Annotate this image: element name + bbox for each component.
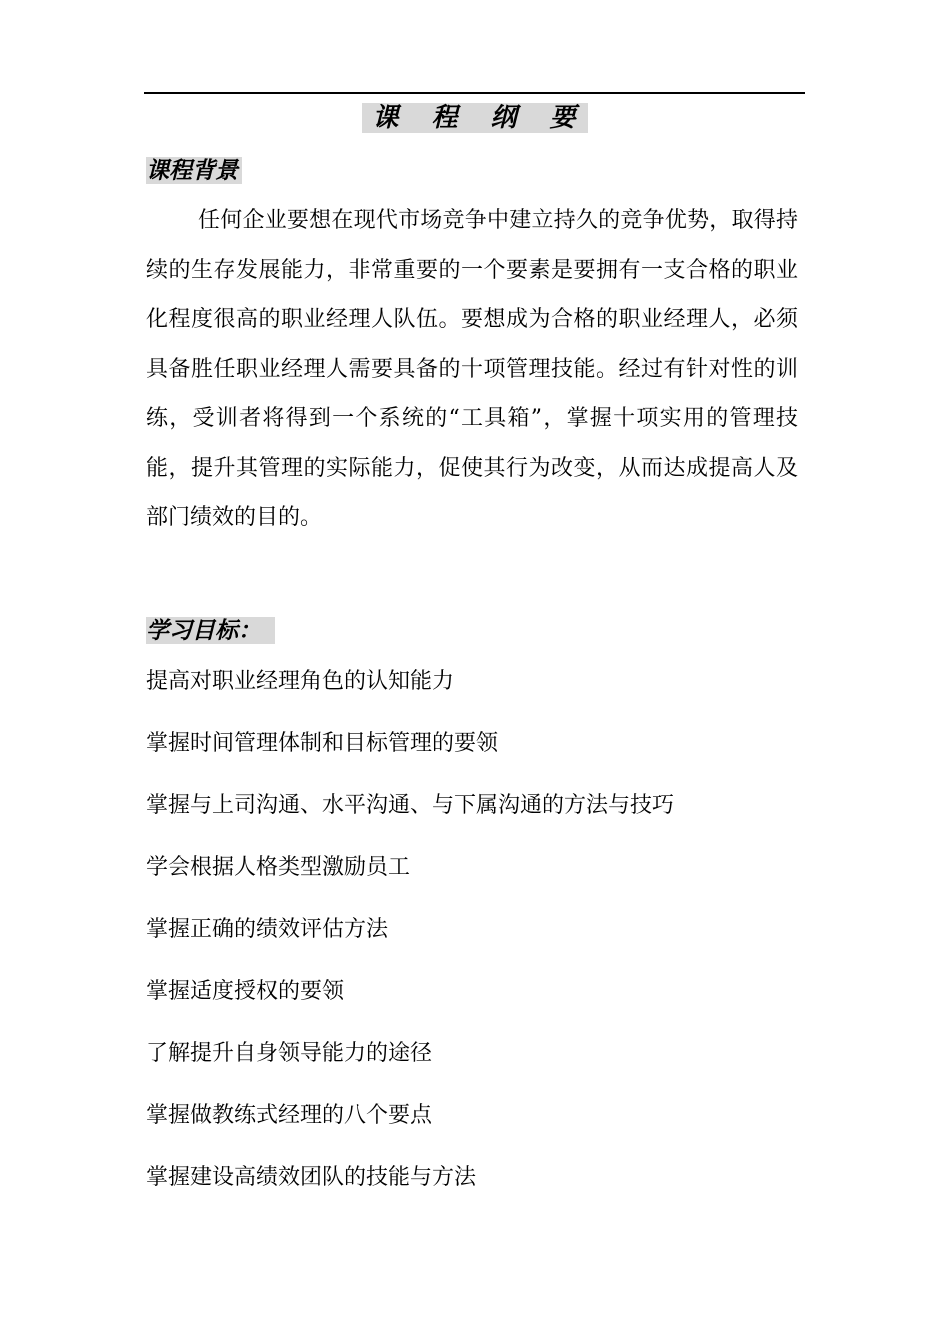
goal-item: 掌握与上司沟通、水平沟通、与下属沟通的方法与技巧	[146, 793, 675, 818]
goal-item: 掌握适度授权的要领	[146, 979, 345, 1004]
document-title-text: 课 程 纲 要	[362, 103, 587, 133]
section-heading-background	[146, 155, 242, 187]
goal-item: 掌握做教练式经理的八个要点	[146, 1103, 433, 1128]
goal-item: 掌握建设高绩效团队的技能与方法	[146, 1165, 477, 1190]
top-rule	[144, 92, 805, 94]
document-title	[0, 100, 950, 136]
section-heading-goals-text: 学习目标：	[146, 617, 275, 644]
section-heading-background-text: 课程背景	[146, 157, 242, 184]
goal-item: 掌握时间管理体制和目标管理的要领	[146, 731, 499, 756]
goal-item: 学会根据人格类型激励员工	[146, 855, 411, 880]
goal-item: 掌握正确的绩效评估方法	[146, 917, 389, 942]
background-paragraph: 任何企业要想在现代市场竞争中建立持久的竞争优势，取得持续的生存发展能力，非常重要的一个要素是要拥有一支合格的职业化程度很高的职业经理人队伍。要想成为合格的职业经理人，必须具备胜任职业经理人需要具备的十项管理技能。经过有针对性的训练，受训者将得到一个系统的“工具箱”，掌握十项实用的管理技能，提升其管理的实际能力，促使其行为改变，从而达成提高人及部门绩效的目的。	[146, 208, 798, 530]
goals-list	[146, 663, 674, 1221]
goal-item: 了解提升自身领导能力的途径	[146, 1041, 433, 1066]
goal-item: 提高对职业经理角色的认知能力	[146, 669, 455, 694]
section-heading-goals	[146, 615, 275, 647]
